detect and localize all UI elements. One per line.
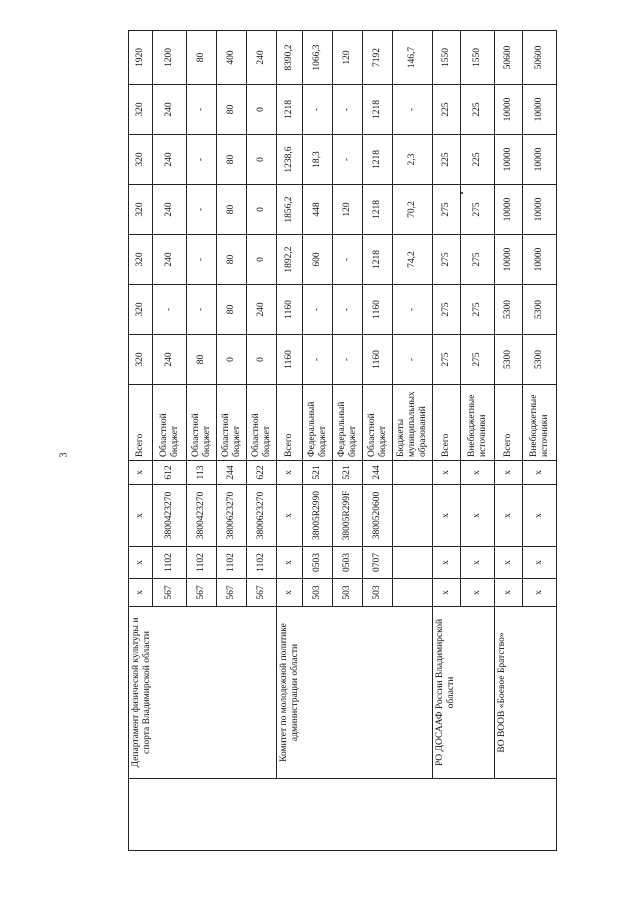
- value-cell: 10000: [523, 235, 557, 285]
- value-cell: 225: [433, 85, 461, 135]
- value-cell: 74,2: [393, 235, 433, 285]
- value-cell: 80: [187, 31, 217, 85]
- code-cell: 567: [153, 579, 187, 607]
- code-cell: 1102: [217, 547, 247, 579]
- value-cell: -: [187, 285, 217, 335]
- value-cell: 70,2: [393, 185, 433, 235]
- code-cell: 38005R2990: [303, 485, 333, 547]
- code-cell: x: [461, 461, 495, 485]
- value-cell: 1218: [363, 85, 393, 135]
- code-cell: 0707: [363, 547, 393, 579]
- value-cell: -: [153, 285, 187, 335]
- value-cell: 448: [303, 185, 333, 235]
- value-cell: 275: [461, 235, 495, 285]
- code-cell: x: [433, 485, 461, 547]
- code-cell: 503: [333, 579, 363, 607]
- value-cell: 5300: [495, 335, 523, 385]
- cell: x: [129, 485, 153, 547]
- code-cell: 38005R299F: [333, 485, 363, 547]
- value-cell: -: [393, 285, 433, 335]
- value-cell: 275: [433, 235, 461, 285]
- value-cell: 240: [153, 235, 187, 285]
- code-cell: 521: [333, 461, 363, 485]
- value-cell: 1892,2: [277, 235, 303, 285]
- code-cell: 1102: [153, 547, 187, 579]
- value-cell: 1550: [433, 31, 461, 85]
- source-cell: Всего: [129, 385, 153, 461]
- code-cell: 1102: [247, 547, 277, 579]
- code-cell: x: [433, 547, 461, 579]
- code-cell: 521: [303, 461, 333, 485]
- source-cell: Федеральный бюджет: [303, 385, 333, 461]
- value-cell: -: [187, 185, 217, 235]
- value-cell: 120: [333, 31, 363, 85]
- value-cell: 8390,2: [277, 31, 303, 85]
- value-cell: 240: [153, 135, 187, 185]
- value-cell: 320: [129, 185, 153, 235]
- value-cell: 320: [129, 335, 153, 385]
- value-cell: 225: [433, 135, 461, 185]
- rotated-table-wrapper: [128, 31, 550, 851]
- value-cell: -: [333, 335, 363, 385]
- source-cell: Областной бюджет: [153, 385, 187, 461]
- value-cell: -: [187, 85, 217, 135]
- code-cell: x: [495, 547, 523, 579]
- source-cell: Областной бюджет: [247, 385, 277, 461]
- table-body: [129, 31, 557, 851]
- value-cell: 275: [433, 285, 461, 335]
- source-cell: Всего: [433, 385, 461, 461]
- code-cell: 0503: [303, 547, 333, 579]
- code-cell: 244: [217, 461, 247, 485]
- code-cell: 3800423270: [153, 485, 187, 547]
- code-cell: 612: [153, 461, 187, 485]
- value-cell: 80: [187, 335, 217, 385]
- code-cell: 3800623270: [217, 485, 247, 547]
- value-cell: 275: [461, 185, 495, 235]
- value-cell: 1160: [363, 335, 393, 385]
- code-cell: x: [461, 485, 495, 547]
- source-cell: Всего: [277, 385, 303, 461]
- value-cell: 18,3: [303, 135, 333, 185]
- value-cell: -: [303, 335, 333, 385]
- table-row: [495, 31, 523, 851]
- value-cell: -: [187, 135, 217, 185]
- value-cell: 80: [217, 135, 247, 185]
- value-cell: 80: [217, 235, 247, 285]
- value-cell: 1218: [363, 235, 393, 285]
- cell: x: [129, 579, 153, 607]
- code-cell: x: [433, 461, 461, 485]
- value-cell: -: [393, 85, 433, 135]
- value-cell: 320: [129, 85, 153, 135]
- value-cell: 1160: [277, 285, 303, 335]
- source-cell: Внебюджетные источники: [523, 385, 557, 461]
- value-cell: 275: [433, 335, 461, 385]
- value-cell: 10000: [523, 135, 557, 185]
- code-cell: 0503: [333, 547, 363, 579]
- org-name-cell: ВО ВООВ «Боевое Братство»: [495, 607, 557, 779]
- value-cell: 5300: [495, 285, 523, 335]
- code-cell: 244: [363, 461, 393, 485]
- code-cell: 113: [187, 461, 217, 485]
- value-cell: 50600: [495, 31, 523, 85]
- code-cell: x: [433, 579, 461, 607]
- value-cell: 80: [217, 85, 247, 135]
- value-cell: 225: [461, 85, 495, 135]
- code-cell: x: [277, 485, 303, 547]
- code-cell: 3800423270: [187, 485, 217, 547]
- value-cell: 10000: [495, 185, 523, 235]
- value-cell: 120: [333, 185, 363, 235]
- value-cell: 240: [247, 31, 277, 85]
- value-cell: 600: [303, 235, 333, 285]
- code-cell: 1102: [187, 547, 217, 579]
- code-cell: 503: [363, 579, 393, 607]
- code-cell: [393, 547, 433, 579]
- budget-table: [128, 30, 557, 851]
- value-cell: 10000: [523, 85, 557, 135]
- code-cell: x: [495, 579, 523, 607]
- cell: x: [129, 547, 153, 579]
- value-cell: 1550: [461, 31, 495, 85]
- code-cell: 503: [303, 579, 333, 607]
- value-cell: 1920: [129, 31, 153, 85]
- value-cell: -: [303, 85, 333, 135]
- org-name-cell: Департамент физической культуры и спорта Владимирской области: [129, 607, 277, 779]
- value-cell: -: [333, 135, 363, 185]
- value-cell: 275: [461, 285, 495, 335]
- code-cell: x: [277, 579, 303, 607]
- value-cell: 225: [461, 135, 495, 185]
- value-cell: 0: [247, 235, 277, 285]
- value-cell: 0: [247, 135, 277, 185]
- value-cell: 1200: [153, 31, 187, 85]
- value-cell: 2,3: [393, 135, 433, 185]
- code-cell: 567: [187, 579, 217, 607]
- value-cell: 50600: [523, 31, 557, 85]
- code-cell: x: [461, 547, 495, 579]
- value-cell: 1160: [277, 335, 303, 385]
- value-cell: -: [333, 85, 363, 135]
- value-cell: 1218: [277, 85, 303, 135]
- code-cell: x: [523, 485, 557, 547]
- source-cell: Областной бюджет: [217, 385, 247, 461]
- value-cell: -: [333, 235, 363, 285]
- value-cell: 240: [153, 185, 187, 235]
- value-cell: 320: [129, 135, 153, 185]
- cell: x: [129, 461, 153, 485]
- value-cell: 0: [217, 335, 247, 385]
- code-cell: 3800623270: [247, 485, 277, 547]
- value-cell: 400: [217, 31, 247, 85]
- blank-column: [129, 779, 557, 851]
- code-cell: 622: [247, 461, 277, 485]
- value-cell: 1218: [363, 135, 393, 185]
- value-cell: 5300: [523, 285, 557, 335]
- value-cell: 0: [247, 185, 277, 235]
- value-cell: 240: [153, 335, 187, 385]
- value-cell: 240: [247, 285, 277, 335]
- org-name-cell: РО ДОСААФ России Владимирской области: [433, 607, 495, 779]
- value-cell: -: [303, 285, 333, 335]
- value-cell: 320: [129, 285, 153, 335]
- value-cell: 0: [247, 85, 277, 135]
- code-cell: 3800520600: [363, 485, 393, 547]
- page-number: 3: [58, 452, 70, 458]
- org-name-cell: Комитет по молодежной политике администрации области: [277, 607, 433, 779]
- code-cell: [393, 485, 433, 547]
- code-cell: 567: [217, 579, 247, 607]
- value-cell: -: [333, 285, 363, 335]
- value-cell: -: [393, 335, 433, 385]
- source-cell: Федеральный бюджет: [333, 385, 363, 461]
- value-cell: 1218: [363, 185, 393, 235]
- value-cell: 1238,6: [277, 135, 303, 185]
- value-cell: 80: [217, 185, 247, 235]
- value-cell: 5300: [523, 335, 557, 385]
- source-cell: Всего: [495, 385, 523, 461]
- code-cell: [393, 461, 433, 485]
- source-cell: Областной бюджет: [187, 385, 217, 461]
- code-cell: x: [523, 461, 557, 485]
- value-cell: 0: [247, 335, 277, 385]
- value-cell: 1160: [363, 285, 393, 335]
- code-cell: x: [495, 461, 523, 485]
- code-cell: [393, 579, 433, 607]
- value-cell: 10000: [495, 235, 523, 285]
- code-cell: x: [461, 579, 495, 607]
- value-cell: 240: [153, 85, 187, 135]
- value-cell: 10000: [495, 135, 523, 185]
- table-row: [129, 31, 153, 851]
- table-row: [277, 31, 303, 851]
- table-row: [433, 31, 461, 851]
- code-cell: x: [495, 485, 523, 547]
- source-cell: Областной бюджет: [363, 385, 393, 461]
- value-cell: 10000: [523, 185, 557, 235]
- value-cell: 7192: [363, 31, 393, 85]
- code-cell: 567: [247, 579, 277, 607]
- value-cell: 146,7: [393, 31, 433, 85]
- value-cell: 80: [217, 285, 247, 335]
- value-cell: 320: [129, 235, 153, 285]
- source-cell: Внебюджетные источники: [461, 385, 495, 461]
- value-cell: 275: [433, 185, 461, 235]
- value-cell: -: [187, 235, 217, 285]
- value-cell: 275: [461, 335, 495, 385]
- value-cell: 10000: [495, 85, 523, 135]
- value-cell: 1066,3: [303, 31, 333, 85]
- code-cell: x: [277, 547, 303, 579]
- source-cell: Бюджеты муниципальных образований: [393, 385, 433, 461]
- value-cell: 1856,2: [277, 185, 303, 235]
- code-cell: x: [523, 579, 557, 607]
- code-cell: x: [277, 461, 303, 485]
- code-cell: x: [523, 547, 557, 579]
